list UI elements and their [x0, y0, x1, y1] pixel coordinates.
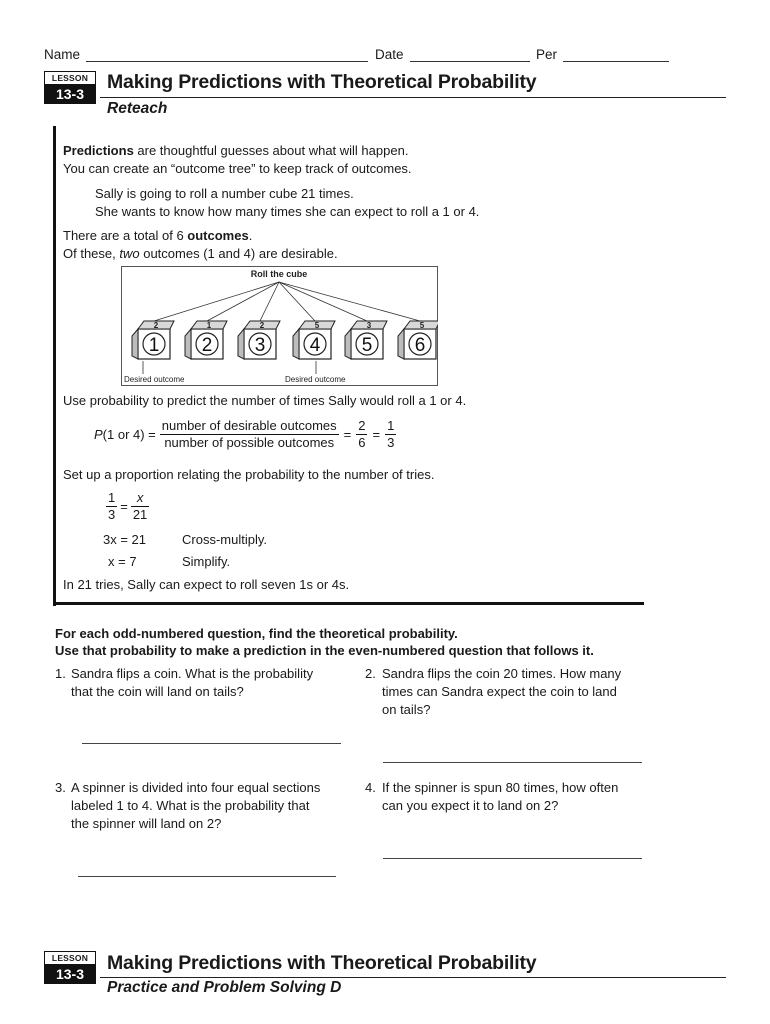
name-label: Name: [44, 47, 81, 62]
title-rule: [100, 97, 726, 98]
date-field[interactable]: [410, 61, 530, 62]
answer-line-4[interactable]: [383, 858, 642, 859]
lesson-badge-label: LESSON: [51, 73, 89, 83]
cube-top-number: 2: [153, 321, 159, 330]
tree-root-label: Roll the cube: [250, 269, 308, 279]
probability-formula: P(1 or 4) = $\frac{\text{number of desirable outcomes}}{\text{number of possible outcomes}}$ = $\frac{2}{6}$ = $\frac{1}{3}$: [94, 418, 395, 450]
fraction-1-3: $\frac{1}{3}$: [387, 418, 395, 450]
question-4: 4. If the spinner is spun 80 times, how often can you expect it to land on 2?: [365, 780, 619, 813]
instructions-line-1: For each odd-numbered question, find the theoretical probability.: [55, 626, 458, 641]
proportion-right: $\frac{x}{21}$: [132, 490, 148, 522]
total-outcomes-text: There are a total of 6 outcomes.: [63, 228, 253, 243]
desired-outcome-label-4: Desired outcome: [285, 375, 346, 384]
date-label: Date: [375, 47, 404, 62]
lesson-badge: [44, 71, 96, 104]
cube-face-number: 1: [148, 335, 160, 356]
per-label: Per: [536, 47, 558, 62]
prob-fraction: [160, 418, 339, 451]
prob-denominator: number of possible outcomes: [164, 435, 335, 450]
step-cross-multiply-eq: 3x = 21: [103, 532, 147, 547]
reteach-bottom-border: [53, 602, 644, 605]
question-3: 3. A spinner is divided into four equal sections labeled 1 to 4. What is the probability that the spinner will land on 2?: [55, 780, 321, 831]
example-line-1: Sally is going to roll a number cube 21 times.: [95, 186, 354, 201]
page-title: Making Predictions with Theoretical Probability: [107, 71, 537, 93]
step-cross-multiply-note: Cross-multiply.: [182, 532, 267, 547]
predictions-definition: Predictions are thoughtful guesses about what will happen.: [63, 143, 409, 158]
step-simplify-note: Simplify.: [182, 554, 231, 569]
fraction-2-6: $\frac{2}{6}$: [358, 418, 366, 450]
name-field[interactable]: [86, 61, 368, 62]
lesson-badge-bottom-label: LESSON: [51, 953, 89, 963]
per-field[interactable]: [563, 61, 669, 62]
cube-top-number: 3: [366, 321, 372, 330]
cube-face-number: 6: [414, 335, 426, 356]
use-probability-text: Use probability to predict the number of times Sally would roll a 1 or 4.: [63, 393, 467, 408]
prob-numerator: number of desirable outcomes: [161, 418, 337, 433]
cube-top-number: 5: [419, 321, 425, 330]
cube-top-number: 2: [259, 321, 265, 330]
predictions-term: Predictions: [63, 143, 134, 158]
cube-top-number: 1: [206, 321, 212, 330]
example-line-2: She wants to know how many times she can expect to roll a 1 or 4.: [95, 204, 480, 219]
desired-outcome-label-1: Desired outcome: [124, 375, 185, 384]
conclusion-text: In 21 tries, Sally can expect to roll seven 1s or 4s.: [63, 577, 350, 592]
cube-face-number: 5: [361, 335, 373, 356]
cube-face-number: 4: [309, 335, 321, 356]
bottom-title-rule: [100, 977, 726, 978]
outcome-tree-diagram: [121, 266, 438, 386]
question-1: 1. Sandra flips a coin. What is the probability that the coin will land on tails?: [55, 666, 314, 699]
instructions-line-2: Use that probability to make a prediction in the even-numbered question that follows it.: [55, 643, 594, 658]
outcome-tree-note: You can create an “outcome tree” to keep track of outcomes.: [63, 161, 412, 176]
cube-top-number: 5: [314, 321, 320, 330]
answer-line-2[interactable]: [383, 762, 642, 763]
desirable-outcomes-text: Of these, two outcomes (1 and 4) are desirable.: [63, 246, 338, 261]
step-simplify-eq: x = 7: [108, 554, 137, 569]
proportion: $\frac{1}{3}$ = $\frac{x}{21}$: [108, 490, 148, 522]
cube-face-number: 3: [254, 335, 266, 356]
question-2: 2. Sandra flips the coin 20 times. How many times can Sandra expect the coin to land on tails?: [365, 666, 622, 717]
proportion-setup-text: Set up a proportion relating the probability to the number of tries.: [63, 467, 435, 482]
lesson-badge-bottom-number: 13-3: [45, 964, 95, 983]
page-subtitle: Reteach: [107, 100, 168, 117]
name-row: [44, 47, 80, 62]
proportion-left: $\frac{1}{3}$: [108, 490, 116, 522]
lesson-badge-number: 13-3: [45, 84, 95, 103]
bottom-subtitle: Practice and Problem Solving D: [107, 979, 342, 996]
prob-lhs: P(1 or 4) =: [94, 427, 156, 442]
answer-line-3[interactable]: [78, 876, 336, 877]
reteach-left-border: [53, 126, 56, 606]
lesson-badge-bottom: [44, 951, 96, 984]
answer-line-1[interactable]: [82, 743, 341, 744]
bottom-title: Making Predictions with Theoretical Probability: [107, 952, 537, 974]
cube-face-number: 2: [201, 335, 213, 356]
